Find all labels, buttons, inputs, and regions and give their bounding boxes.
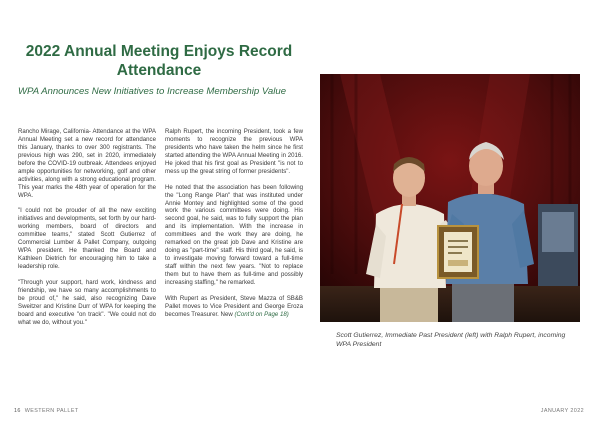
paragraph: Rancho Mirage, California- Attendance at the WPA Annual Meeting set a new record for attendance this January, thanks to over 300 registrants. The previous high was 290, set in 2020, immediately before the COVID-19 outbreak. Attendees enjoyed ample opportunities for networking, golf and other activities, along with a strong educational program. This year marks the 48th year of operation for the WPA. (18, 128, 156, 199)
paragraph: He noted that the association has been following the "Long Range Plan" that was instituted under Annie Montey and highlighted some of the good work the various committees were doing. His second goal, he said, was to fully support the plan and its implementation. With the increase in committees and the work they are doing, he remarked on the great job Dave and Kristine are doing as "part-time" staff. His third goal, he said, is to investigate moving forward toward a full-time staff within the next few years. "Not to replace them but to have them as full-time and possibly increasing staffing," he remarked. (165, 183, 303, 287)
paragraph: Ralph Rupert, the incoming President, took a few moments to recognize the previous WPA presidents who have taken the helm since he first started attending the WPA Annual Meeting in 2016. He joked that his first goal as President "is not to mess up the great string of former presidents". (165, 128, 303, 175)
paragraph: "Through your support, hard work, kindness and friendship, we have so many accomplishments to be proud of," he said, also recognizing Dave Sweitzer and Kristine Durr of WPA for keeping the board and executive "on track". "We could not do what we do, without you." (18, 278, 156, 326)
article-photo (320, 74, 580, 322)
publication-name: WESTERN PALLET (24, 408, 79, 414)
article-subtitle: WPA Announces New Initiatives to Increase Membership Value (18, 86, 287, 97)
page-number: 16 (14, 408, 21, 414)
article-title (14, 42, 304, 80)
paragraph: "I could not be prouder of all the new exciting initiatives and developments, set forth by our hard-working members, board of directors and committee teams," stated Scott Gutierrez of Commercial Lumber & Pallet Company, outgoing WPA president. He thanked the Board and Kathleen Dietrich for encouraging him to take a leadership role. (18, 207, 156, 271)
footer-date: JANUARY 2022 (540, 408, 584, 414)
paragraph-text: With Rupert as President, Steve Mazza of SB&B Pallet moves to Vice President and George Eroza becomes Treasurer. New (165, 294, 303, 318)
left-column (18, 128, 156, 327)
footer-publication (14, 408, 79, 414)
article-title-line-2: Attendance (116, 62, 202, 79)
right-column (165, 128, 303, 319)
article-title-line-1: 2022 Annual Meeting Enjoys Record (25, 43, 293, 60)
photo-illustration (320, 74, 580, 322)
continued-link[interactable]: (Cont'd on Page 18) (234, 310, 289, 318)
paragraph-last (165, 295, 303, 319)
photo-caption: Scott Gutierrez, Immediate Past President (left) with Ralph Rupert, incoming WPA President (336, 332, 566, 348)
